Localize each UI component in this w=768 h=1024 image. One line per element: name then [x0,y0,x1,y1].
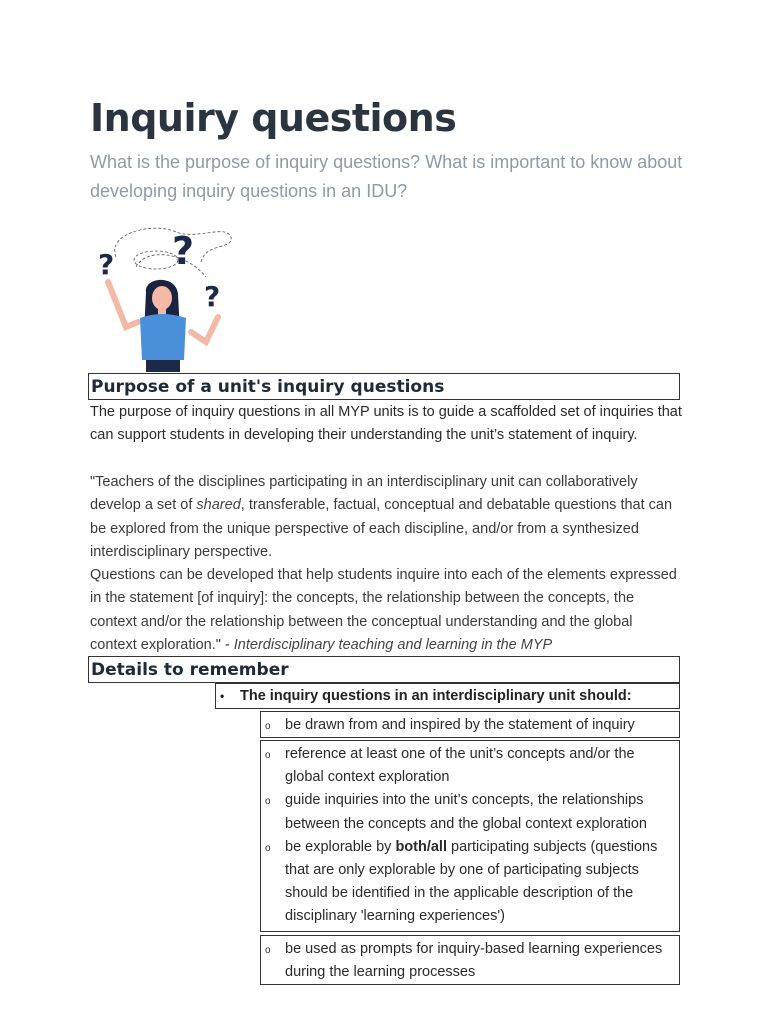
list-item: o reference at least one of the unit’s concepts and/or the global context exploration [265,746,635,786]
list-item: o be drawn from and inspired by the statement of inquiry [265,717,635,733]
page-subtitle: What is the purpose of inquiry questions? What is important to know about developing inquiry questions in an IDU? [90,152,683,201]
woman-with-questions-illustration [96,222,236,372]
list-item: o be explorable by both/all participating subjects (questions that are only explorable by one of participating subjects should be identified in the applicable description of the disciplinary 'learning experiences') [265,838,658,925]
sub-list-box-3 [260,935,680,985]
details-lead-text: The inquiry questions in an interdisciplinary unit should: [240,687,632,704]
list-item: o guide inquiries into the unit’s concepts, the relationships between the concepts and the global context exploration [265,792,647,832]
question-mark-icon: ? [172,229,195,273]
sub-list-box-2 [260,740,680,932]
bullet-marker: • [220,688,225,703]
question-mark-icon: ? [204,280,221,313]
section-heading-details: Details to remember [88,656,680,683]
question-mark-icon: ? [98,248,115,281]
quote-paragraph-2: Questions can be developed that help students inquire into each of the elements expressed in the statement [of inquiry]: the concepts, the relationship between the concepts, the context and/or the relationship between the conceptual understanding and the global context exploration." - Interdisciplinary teaching and learning in the MYP [90,567,677,653]
list-item: o be used as prompts for inquiry-based learning experiences during the learning processes [265,941,663,981]
section-heading-purpose: Purpose of a unit's inquiry questions [88,373,680,400]
details-lead [215,683,680,709]
quote-paragraph: "Teachers of the disciplines participating in an interdisciplinary unit can collaboratively develop a set of shared, transferable, factual, conceptual and debatable questions that can be explored from the unique perspective of each discipline, and/or from a synthesized interdisciplinary perspective. [90,474,673,560]
quote-source: Interdisciplinary teaching and learning in the MYP [233,636,553,653]
purpose-paragraph: The purpose of inquiry questions in all MYP units is to guide a scaffolded set of inquiries that can support students in developing their understanding the unit’s statement of inquiry. [90,404,682,444]
sub-list-box-1 [260,711,680,738]
page-title: Inquiry questions [90,96,457,140]
